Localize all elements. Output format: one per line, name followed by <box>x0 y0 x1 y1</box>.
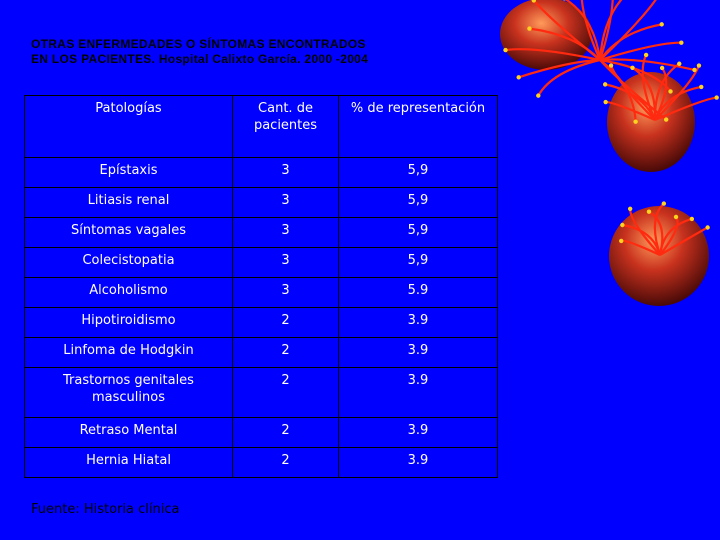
firework-strand <box>600 60 636 122</box>
cell-cantidad: 2 <box>233 448 339 478</box>
table-row <box>25 248 498 278</box>
firework-strand <box>600 60 666 120</box>
firework-strand <box>655 87 701 120</box>
table-row <box>25 218 498 248</box>
cell-porcentaje: 3.9 <box>339 418 498 448</box>
firework-strand <box>655 98 717 120</box>
firework-strand <box>655 64 679 120</box>
source-note: Fuente: Historia clínica <box>31 502 180 517</box>
cell-porcentaje: 5,9 <box>339 248 498 278</box>
firework-spark <box>536 93 540 97</box>
firework-spark <box>630 66 634 70</box>
cell-cantidad: 2 <box>233 338 339 368</box>
cell-cantidad: 2 <box>233 308 339 338</box>
firework-strand <box>534 0 600 60</box>
cell-patologia: Hernia Hiatal <box>25 448 233 478</box>
firework-spark <box>609 63 613 67</box>
firework-spark <box>644 53 648 57</box>
firework-strand <box>605 84 655 120</box>
firework-strand <box>519 60 600 77</box>
header-porcentaje: % de representación <box>339 96 498 158</box>
firework-spark <box>503 48 507 52</box>
firework-spark <box>603 82 607 86</box>
firework-strand <box>655 204 664 255</box>
sphere-group <box>500 0 709 306</box>
cell-porcentaje: 3.9 <box>339 368 498 418</box>
table-row <box>25 338 498 368</box>
title-line-2: EN LOS PACIENTES. Hospital Calixto García. 2000 -2004 <box>31 52 369 66</box>
firework-strand <box>564 0 600 60</box>
firework-spark <box>705 225 709 229</box>
firework-strand <box>600 0 660 60</box>
firework-sparks <box>503 0 719 243</box>
firework-strand <box>600 43 681 60</box>
cell-patologia: Síntomas vagales <box>25 218 233 248</box>
cell-patologia: Hipotiroidismo <box>25 308 233 338</box>
firework-strands <box>506 0 717 255</box>
firework-spark <box>660 22 664 26</box>
table-header-row <box>25 96 498 158</box>
cell-porcentaje: 3.9 <box>339 448 498 478</box>
firework-strand <box>655 66 699 120</box>
cell-porcentaje: 5,9 <box>339 158 498 188</box>
table-row <box>25 368 498 418</box>
firework-spark <box>714 95 718 99</box>
firework-strand <box>606 102 655 120</box>
sphere-small <box>609 206 709 306</box>
table-row <box>25 188 498 218</box>
cell-porcentaje: 5.9 <box>339 278 498 308</box>
cell-cantidad: 3 <box>233 278 339 308</box>
cell-patologia: Alcoholismo <box>25 278 233 308</box>
firework-strand <box>622 225 660 255</box>
firework-spark <box>660 66 664 70</box>
table-row <box>25 448 498 478</box>
cell-porcentaje: 5,9 <box>339 218 498 248</box>
firework-spark <box>662 201 666 205</box>
cell-patologia: Epístaxis <box>25 158 233 188</box>
sphere-large <box>500 0 592 70</box>
firework-spark <box>674 215 678 219</box>
cell-cantidad: 3 <box>233 188 339 218</box>
firework-strand <box>600 24 662 60</box>
cell-cantidad: 2 <box>233 418 339 448</box>
firework-spark <box>532 0 536 3</box>
firework-spark <box>620 223 624 227</box>
table-row <box>25 308 498 338</box>
firework-strand <box>632 68 655 120</box>
page-title <box>31 37 451 67</box>
header-patologias: Patologías <box>25 96 233 158</box>
firework-strand <box>600 59 694 69</box>
firework-strand <box>581 0 600 60</box>
firework-spark <box>699 85 703 89</box>
cell-cantidad: 3 <box>233 218 339 248</box>
firework-strand <box>621 241 660 255</box>
sphere-medium <box>607 72 695 172</box>
firework-strand <box>600 0 613 60</box>
cell-patologia: Retraso Mental <box>25 418 233 448</box>
firework-spark <box>677 62 681 66</box>
firework-strand <box>630 209 660 255</box>
cell-patologia: Colecistopatia <box>25 248 233 278</box>
firework-strand <box>655 68 666 120</box>
firework-strand <box>649 212 662 255</box>
firework-spark <box>633 120 637 124</box>
firework-spark <box>668 89 672 93</box>
firework-strand <box>506 49 600 60</box>
title-line-1: OTRAS ENFERMEDADES O SÍNTOMAS ENCONTRADOS <box>31 37 366 51</box>
firework-spark <box>619 239 623 243</box>
firework-strand <box>660 219 692 255</box>
firework-spark <box>664 117 668 121</box>
firework-spark <box>679 41 683 45</box>
firework-spark <box>647 209 651 213</box>
firework-strand <box>600 0 631 60</box>
firework-strand <box>660 217 678 255</box>
cell-cantidad: 2 <box>233 368 339 418</box>
table-row <box>25 418 498 448</box>
cell-patologia: Linfoma de Hodgkin <box>25 338 233 368</box>
cell-patologia: Litiasis renal <box>25 188 233 218</box>
firework-spark <box>697 63 701 67</box>
firework-spark <box>527 26 531 30</box>
firework-strand <box>538 60 600 96</box>
cell-porcentaje: 5,9 <box>339 188 498 218</box>
header-cantidad: Cant. de pacientes <box>233 96 339 158</box>
patologias-table <box>24 95 498 478</box>
cell-porcentaje: 3.9 <box>339 308 498 338</box>
firework-strand <box>600 60 671 91</box>
table-row <box>25 278 498 308</box>
firework-spark <box>516 75 520 79</box>
table-row <box>25 158 498 188</box>
firework-spark <box>628 207 632 211</box>
firework-strand <box>529 29 600 60</box>
firework-spark <box>690 217 694 221</box>
cell-cantidad: 3 <box>233 248 339 278</box>
cell-porcentaje: 3.9 <box>339 338 498 368</box>
firework-strand <box>611 66 655 120</box>
firework-strand <box>660 228 708 256</box>
cell-patologia: Trastornos genitales masculinos <box>25 368 233 418</box>
firework-spark <box>603 100 607 104</box>
cell-cantidad: 3 <box>233 158 339 188</box>
firework-strand <box>643 55 655 120</box>
firework-spark <box>692 68 696 72</box>
